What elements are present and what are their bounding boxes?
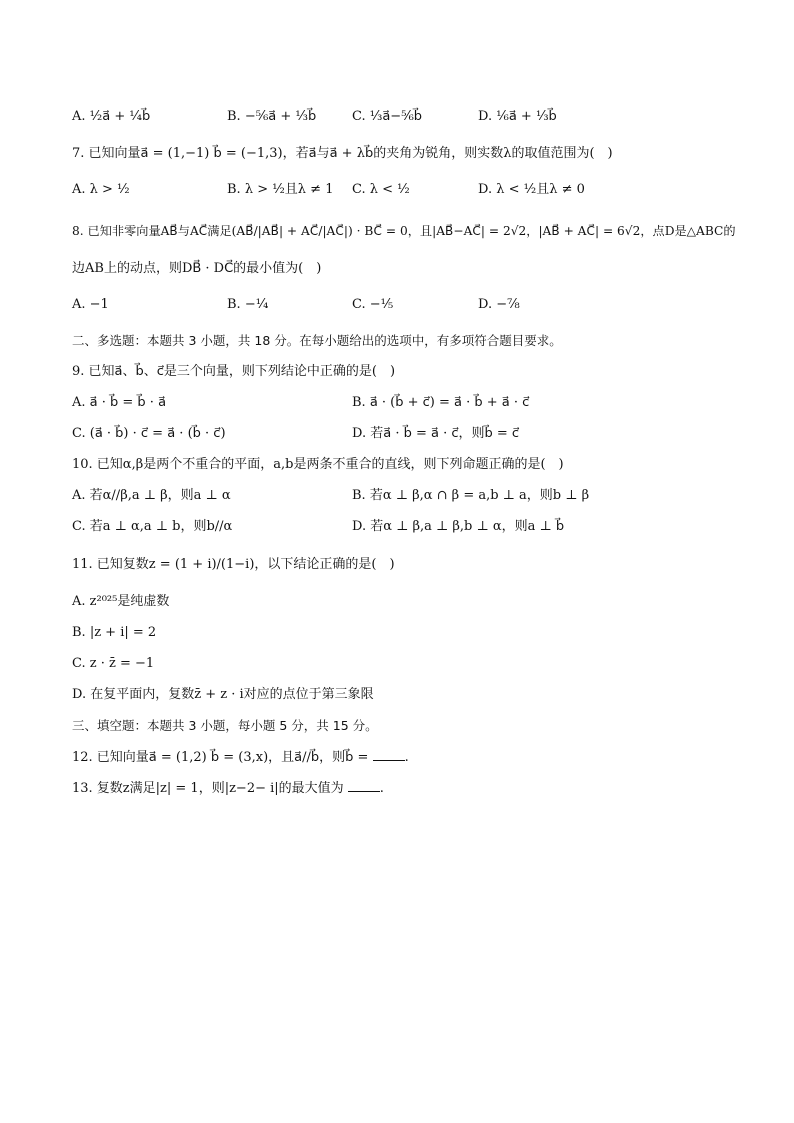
- q10-option-a: A. 若α//β,a ⊥ β，则a ⊥ α: [72, 488, 231, 503]
- q9-option-d: D. 若a⃗ · b⃗ = a⃗ · c⃗，则b⃗ = c⃗: [352, 426, 520, 441]
- q11-option-a: A. z²⁰²⁵是纯虚数: [72, 594, 170, 609]
- q13-answer-blank: [348, 779, 380, 792]
- q8-option-b: B. −¹⁄₄: [227, 297, 269, 312]
- q9-option-a: A. a⃗ · b⃗ = b⃗ · a⃗: [72, 395, 167, 410]
- q9-stem: 9. 已知a⃗、b⃗、c⃗是三个向量，则下列结论中正确的是( ): [72, 364, 396, 379]
- q7-option-b: B. λ > ¹⁄₂且λ ≠ 1: [227, 182, 334, 197]
- q10-option-d: D. 若α ⊥ β,a ⊥ β,b ⊥ α，则a ⊥ b⃗: [352, 519, 565, 534]
- q11-stem: 11. 已知复数z = (1 + i)/(1−i)，以下结论正确的是( ): [72, 557, 395, 572]
- q10-option-b: B. 若α ⊥ β,α ∩ β = a,b ⊥ a，则b ⊥ β: [352, 488, 590, 503]
- q7-option-c: C. λ < ¹⁄₂: [352, 182, 410, 197]
- section-fill-blank-header: 三、填空题：本题共 3 小题，每小题 5 分，共 15 分。: [72, 718, 378, 733]
- q11-option-c: C. z · z̄ = −1: [72, 656, 155, 671]
- q12-line: [72, 748, 409, 767]
- q11-option-b: B. |z + i| = 2: [72, 625, 157, 640]
- q6-option-d: D. ¹⁄₆a⃗ + ¹⁄₃b⃗: [478, 109, 557, 124]
- q8-option-c: C. −¹⁄₅: [352, 297, 394, 312]
- q10-stem: 10. 已知α,β是两个不重合的平面，a,b是两条不重合的直线，则下列命题正确的是( ): [72, 457, 564, 472]
- q6-option-b: B. −⁵⁄₆a⃗ + ¹⁄₃b⃗: [227, 109, 317, 124]
- q8-stem-line2: 边AB上的动点，则DB⃗ · DC⃗的最小值为( ): [72, 261, 322, 276]
- q9-option-c: C. (a⃗ · b⃗) · c⃗ = a⃗ · (b⃗ · c⃗): [72, 426, 226, 441]
- q12-answer-blank: [373, 748, 405, 761]
- q13-stem: 13. 复数z满足|z| = 1，则|z−2− i|的最大值为: [72, 781, 344, 796]
- q12-stem: 12. 已知向量a⃗ = (1,2) b⃗ = (3,x)，且a⃗//b⃗，则b⃗ =: [72, 750, 369, 765]
- q10-option-c: C. 若a ⊥ α,a ⊥ b，则b//α: [72, 519, 233, 534]
- q6-option-c: C. ¹⁄₃a⃗−⁵⁄₆b⃗: [352, 109, 423, 124]
- section-multiple-choice-header: 二、多选题：本题共 3 小题，共 18 分。在每小题给出的选项中，有多项符合题目要求。: [72, 333, 562, 348]
- q8-stem-line1: 8. 已知非零向量AB⃗与AC⃗满足(AB⃗/|AB⃗| + AC⃗/|AC⃗|) · BC⃗ = 0，且|AB⃗−AC⃗| = 2√2，|AB⃗ + AC⃗| = 6√2，点D是△ABC的: [72, 224, 736, 238]
- q8-option-a: A. −1: [72, 297, 109, 312]
- q13-line: [72, 779, 384, 798]
- q7-option-d: D. λ < ¹⁄₂且λ ≠ 0: [478, 182, 585, 197]
- q9-option-b: B. a⃗ · (b⃗ + c⃗) = a⃗ · b⃗ + a⃗ · c⃗: [352, 395, 530, 410]
- q11-option-d: D. 在复平面内，复数z̄ + z · i对应的点位于第三象限: [72, 687, 374, 702]
- q13-end: .: [379, 781, 384, 796]
- q6-option-a: A. ¹⁄₂a⃗ + ¹⁄₄b⃗: [72, 109, 151, 124]
- q8-option-d: D. −⁷⁄₈: [478, 297, 520, 312]
- q7-stem: 7. 已知向量a⃗ = (1,−1) b⃗ = (−1,3)，若a⃗与a⃗ + λb⃗的夹角为锐角，则实数λ的取值范围为( ): [72, 146, 613, 161]
- q12-end: .: [404, 750, 409, 765]
- q7-option-a: A. λ > ¹⁄₂: [72, 182, 130, 197]
